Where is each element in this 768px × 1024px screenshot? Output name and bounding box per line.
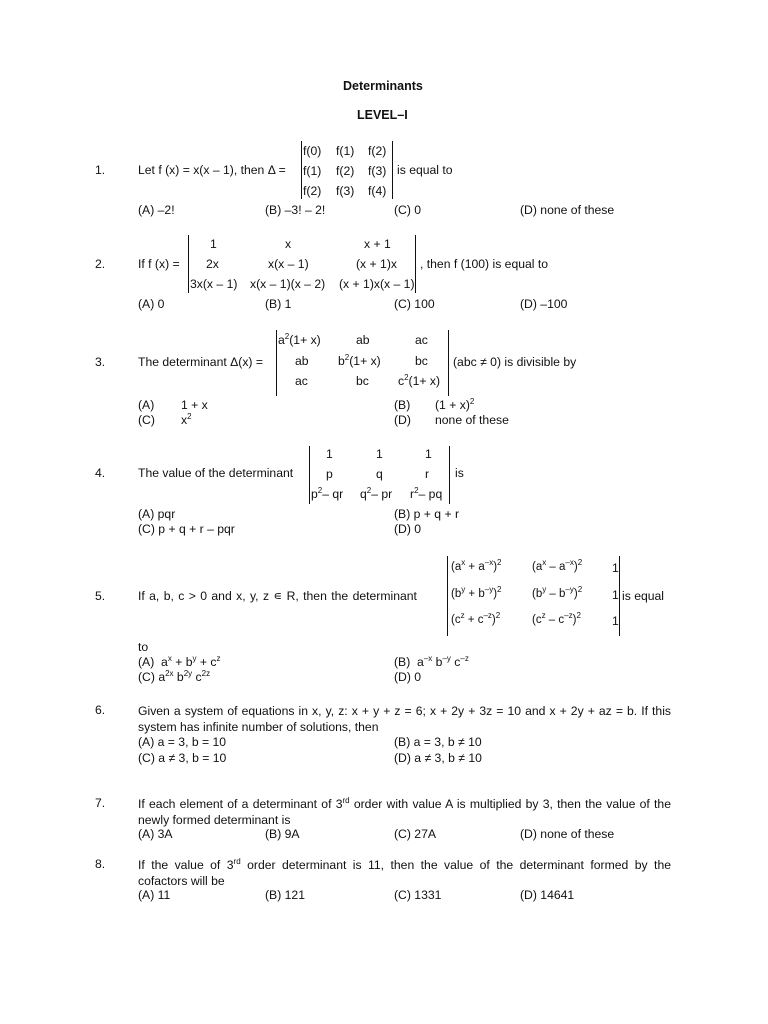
det-cell: x [285, 237, 292, 251]
det-cell: (x + 1)x(x – 1) [339, 277, 415, 291]
det-cell: ac [295, 374, 308, 388]
det-cell: f(1) [303, 164, 322, 178]
option-d[interactable]: (D) none of these [520, 827, 615, 841]
option-c[interactable]: (C) $a^{2x}$ $b^{2y}$ $c^{2z}$ [138, 669, 211, 684]
det-cell: $(a^x - a^{-x})^2$ [532, 558, 583, 573]
det-cell: q [376, 467, 383, 481]
det-cell: 1 [612, 561, 619, 575]
option-a[interactable]: (A) pqr [138, 507, 176, 521]
question-text-end: (abc ≠ 0) is divisible by [453, 355, 577, 369]
det-bar-left [276, 330, 277, 396]
option-b[interactable]: (B) 1 [265, 297, 292, 311]
option-d-label[interactable]: (D) [394, 413, 411, 427]
det-cell: x(x – 1) [268, 257, 309, 271]
question-text-end: is equal to [397, 163, 453, 177]
det-cell: ab [356, 333, 370, 347]
det-bar-left [309, 446, 310, 504]
option-a[interactable]: (A) 0 [138, 297, 165, 311]
page-title: Determinants [343, 79, 423, 93]
det-cell: bc [415, 354, 428, 368]
option-c[interactable]: (C) 1331 [394, 888, 442, 902]
det-cell: 1 [425, 447, 432, 461]
option-a[interactable]: (A) a = 3, b = 10 [138, 735, 227, 749]
question-text: If the value of 3rd order determinant is 11, then the value of the determinant formed by the cofactors will be [138, 857, 671, 888]
det-cell: 1 [612, 588, 619, 602]
option-b[interactable]: (B) p + q + r [394, 507, 460, 521]
det-cell: f(2) [368, 144, 387, 158]
det-bar-right [619, 556, 620, 636]
det-cell: f(0) [303, 144, 322, 158]
det-cell: f(3) [368, 164, 387, 178]
question-text: The determinant Δ(x) = [138, 355, 263, 369]
question-text: If a, b, c > 0 and x, y, z ∊ R, then the determinant [138, 589, 417, 603]
question-text: The value of the determinant [138, 466, 294, 480]
question-number: 8. [95, 857, 106, 871]
det-cell: $r^2-$ pq [410, 486, 443, 501]
question-text: If each element of a determinant of 3rd order with value A is multiplied by 3, then the value of the newly formed determinant is [138, 796, 671, 827]
question-number: 7. [95, 796, 106, 810]
question-text: Let f (x) = x(x – 1), then Δ = [138, 163, 286, 177]
det-bar-right [392, 141, 393, 199]
option-a[interactable]: (A) $a^x + b^y + c^z$ [138, 654, 221, 669]
option-c[interactable]: (C) 0 [394, 203, 422, 217]
option-d[interactable]: (D) none of these [520, 203, 615, 217]
det-cell: f(2) [303, 184, 322, 198]
question-text: Given a system of equations in x, y, z: x + y + z = 6; x + 2y + 3z = 10 and x + 2y + az = b. If this system has infinite number of solutions, then [138, 704, 671, 734]
det-cell: ac [415, 333, 428, 347]
option-d[interactable]: (D) a ≠ 3, b ≠ 10 [394, 751, 482, 765]
det-cell: $a^2(1+ x)$ [278, 332, 321, 347]
det-cell: $(b^y + b^{-y})^2$ [451, 585, 502, 600]
option-a[interactable]: 1 + x [181, 398, 208, 412]
det-cell: $(c^z + c^{-z})^2$ [451, 611, 501, 626]
option-b[interactable]: $(1 + x)^2$ [435, 397, 475, 412]
option-d[interactable]: (D) 0 [394, 522, 422, 536]
det-cell: (x + 1)x [356, 257, 397, 271]
det-cell: x(x – 1)(x – 2) [250, 277, 326, 291]
det-bar-right [415, 235, 416, 293]
option-d[interactable]: (D) 0 [394, 670, 422, 684]
option-b-label[interactable]: (B) [394, 398, 411, 412]
det-cell: 1 [326, 447, 333, 461]
det-cell: f(1) [336, 144, 355, 158]
option-a[interactable]: (A) –2! [138, 203, 175, 217]
option-c[interactable]: $x^2$ [181, 412, 192, 427]
det-cell: x + 1 [364, 237, 391, 251]
option-d[interactable]: (D) 14641 [520, 888, 575, 902]
det-cell: $(c^z - c^{-z})^2$ [532, 611, 581, 626]
question-number: 4. [95, 466, 106, 480]
det-cell: $q^2-$ pr [360, 486, 393, 501]
det-cell: $b^2(1+ x)$ [338, 353, 381, 368]
det-cell: $(a^x + a^{-x})^2$ [451, 558, 502, 573]
option-c[interactable]: (C) p + q + r – pqr [138, 522, 235, 536]
det-cell: f(4) [368, 184, 387, 198]
question-text-end: is [455, 466, 464, 480]
det-cell: 1 [210, 237, 217, 251]
question-number: 3. [95, 355, 106, 369]
option-c-label[interactable]: (C) [138, 413, 155, 427]
option-a[interactable]: (A) 11 [138, 888, 171, 902]
option-b[interactable]: (B) –3! – 2! [265, 203, 326, 217]
det-bar-left [301, 141, 302, 199]
det-cell: f(3) [336, 184, 355, 198]
det-bar-right [448, 330, 449, 396]
det-bar-left [188, 235, 189, 293]
option-d[interactable]: none of these [435, 413, 509, 427]
option-b[interactable]: (B) 9A [265, 827, 300, 841]
det-cell: p [326, 467, 333, 481]
question-number: 1. [95, 163, 106, 177]
option-a[interactable]: (A) 3A [138, 827, 173, 841]
option-c[interactable]: (C) 27A [394, 827, 436, 841]
level-heading: LEVEL–I [357, 108, 408, 122]
question-number: 2. [95, 257, 106, 271]
det-cell: 2x [206, 257, 219, 271]
option-b[interactable]: (B) $a^{-x}$ $b^{-y}$ $c^{-z}$ [394, 654, 469, 669]
det-cell: f(2) [336, 164, 355, 178]
option-b[interactable]: (B) 121 [265, 888, 305, 902]
option-a-label[interactable]: (A) [138, 398, 155, 412]
option-c[interactable]: (C) 100 [394, 297, 435, 311]
question-text-end: , then f (100) is equal to [420, 257, 549, 271]
question-number: 5. [95, 589, 106, 603]
question-text: If f (x) = [138, 257, 180, 271]
question-text-cont: to [138, 640, 149, 654]
det-cell: 1 [612, 614, 619, 628]
question-text-end: is equal [622, 589, 665, 603]
option-d[interactable]: (D) –100 [520, 297, 568, 311]
det-cell: r [425, 467, 430, 481]
det-cell: 3x(x – 1) [190, 277, 238, 291]
det-bar-left [447, 556, 448, 636]
det-cell: $c^2(1+ x)$ [398, 373, 441, 388]
det-cell: 1 [376, 447, 383, 461]
det-cell: ab [295, 354, 309, 368]
det-cell: bc [356, 374, 369, 388]
det-cell: $p^2-$ qr [311, 486, 344, 501]
det-bar-right [449, 446, 450, 504]
option-c[interactable]: (C) a ≠ 3, b = 10 [138, 751, 227, 765]
question-number: 6. [95, 703, 106, 717]
det-cell: $(b^y - b^{-y})^2$ [532, 585, 583, 600]
option-b[interactable]: (B) a = 3, b ≠ 10 [394, 735, 482, 749]
